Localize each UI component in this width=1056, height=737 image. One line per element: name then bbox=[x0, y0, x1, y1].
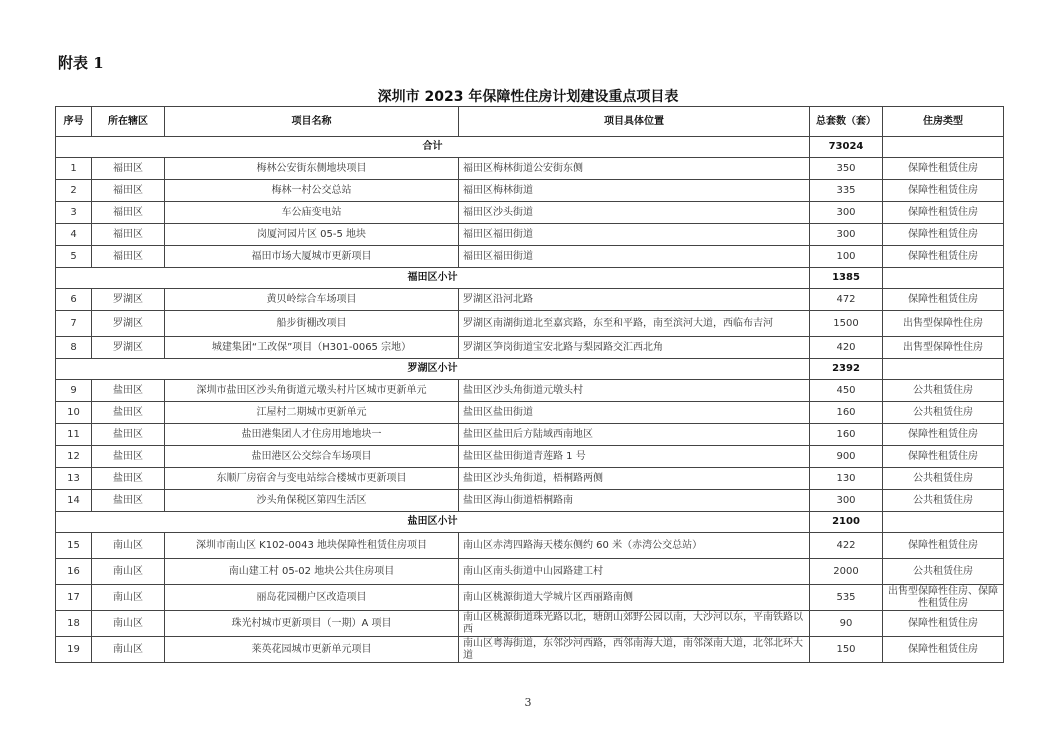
row-total-units: 535 bbox=[810, 585, 883, 611]
row-seq: 16 bbox=[56, 559, 92, 585]
row-project-name: 岗厦河园片区 05-5 地块 bbox=[165, 224, 459, 246]
table-row bbox=[56, 490, 1004, 512]
row-seq: 18 bbox=[56, 611, 92, 637]
row-seq: 4 bbox=[56, 224, 92, 246]
row-district: 盐田区 bbox=[92, 380, 165, 402]
table-row bbox=[56, 446, 1004, 468]
table-body bbox=[56, 137, 1004, 663]
table-row bbox=[56, 424, 1004, 446]
row-seq: 19 bbox=[56, 637, 92, 663]
table-row bbox=[56, 637, 1004, 663]
row-housing-type: 出售型保障性住房、保障性租赁住房 bbox=[883, 585, 1004, 611]
row-housing-type: 保障性租赁住房 bbox=[883, 611, 1004, 637]
grand-total-empty bbox=[883, 137, 1004, 158]
row-project-name: 梅林公安街东侧地块项目 bbox=[165, 158, 459, 180]
row-seq: 11 bbox=[56, 424, 92, 446]
row-district: 盐田区 bbox=[92, 468, 165, 490]
row-location: 盐田区沙头角街道，梧桐路两侧 bbox=[459, 468, 810, 490]
row-total-units: 335 bbox=[810, 180, 883, 202]
row-total-units: 350 bbox=[810, 158, 883, 180]
subtotal-empty bbox=[883, 512, 1004, 533]
row-project-name: 城建集团“工改保”项目（H301-0065 宗地） bbox=[165, 337, 459, 359]
page-number: 3 bbox=[524, 696, 532, 709]
row-project-name: 深圳市南山区 K102-0043 地块保障性租赁住房项目 bbox=[165, 533, 459, 559]
row-district: 福田区 bbox=[92, 180, 165, 202]
row-seq: 6 bbox=[56, 289, 92, 311]
table-row bbox=[56, 380, 1004, 402]
row-housing-type: 保障性租赁住房 bbox=[883, 446, 1004, 468]
row-district: 罗湖区 bbox=[92, 337, 165, 359]
table-row bbox=[56, 158, 1004, 180]
row-district: 南山区 bbox=[92, 637, 165, 663]
row-housing-type: 保障性租赁住房 bbox=[883, 246, 1004, 268]
row-location: 福田区梅林街道 bbox=[459, 180, 810, 202]
row-project-name: 江屋村二期城市更新单元 bbox=[165, 402, 459, 424]
row-district: 福田区 bbox=[92, 246, 165, 268]
row-total-units: 2000 bbox=[810, 559, 883, 585]
row-project-name: 莱英花园城市更新单元项目 bbox=[165, 637, 459, 663]
row-housing-type: 出售型保障性住房 bbox=[883, 337, 1004, 359]
row-location: 福田区福田街道 bbox=[459, 246, 810, 268]
row-location: 福田区福田街道 bbox=[459, 224, 810, 246]
row-seq: 1 bbox=[56, 158, 92, 180]
row-seq: 10 bbox=[56, 402, 92, 424]
row-housing-type: 保障性租赁住房 bbox=[883, 533, 1004, 559]
row-location: 罗湖区南湖街道北至嘉宾路，东至和平路，南至滨河大道，西临布吉河 bbox=[459, 311, 810, 337]
row-project-name: 南山建工村 05-02 地块公共住房项目 bbox=[165, 559, 459, 585]
row-total-units: 150 bbox=[810, 637, 883, 663]
row-seq: 7 bbox=[56, 311, 92, 337]
row-housing-type: 公共租赁住房 bbox=[883, 490, 1004, 512]
row-housing-type: 公共租赁住房 bbox=[883, 468, 1004, 490]
row-district: 福田区 bbox=[92, 224, 165, 246]
row-location: 南山区桃源街道珠光路以北，塘朗山郊野公园以南，大沙河以东，平南铁路以西 bbox=[459, 611, 810, 637]
row-location: 福田区梅林街道公安街东侧 bbox=[459, 158, 810, 180]
row-total-units: 300 bbox=[810, 202, 883, 224]
row-seq: 13 bbox=[56, 468, 92, 490]
row-total-units: 130 bbox=[810, 468, 883, 490]
row-total-units: 160 bbox=[810, 402, 883, 424]
row-housing-type: 保障性租赁住房 bbox=[883, 637, 1004, 663]
table-row bbox=[56, 180, 1004, 202]
table-row bbox=[56, 289, 1004, 311]
subtotal-row bbox=[56, 512, 1004, 533]
table-row bbox=[56, 337, 1004, 359]
row-location: 南山区粤海街道，东邻沙河西路，西邻南海大道，南邻深南大道，北邻北环大道 bbox=[459, 637, 810, 663]
row-project-name: 沙头角保税区第四生活区 bbox=[165, 490, 459, 512]
header-total-units: 总套数（套） bbox=[810, 107, 883, 137]
row-project-name: 珠光村城市更新项目（一期）A 项目 bbox=[165, 611, 459, 637]
table-row bbox=[56, 224, 1004, 246]
row-housing-type: 保障性租赁住房 bbox=[883, 289, 1004, 311]
row-project-name: 福田市场大厦城市更新项目 bbox=[165, 246, 459, 268]
document-title: 深圳市 2023 年保障性住房计划建设重点项目表 bbox=[377, 89, 679, 105]
row-total-units: 100 bbox=[810, 246, 883, 268]
row-housing-type: 出售型保障性住房 bbox=[883, 311, 1004, 337]
table-header-row bbox=[56, 107, 1004, 137]
table-row bbox=[56, 611, 1004, 637]
row-housing-type: 保障性租赁住房 bbox=[883, 180, 1004, 202]
row-location: 盐田区海山街道梧桐路南 bbox=[459, 490, 810, 512]
subtotal-label: 罗湖区小计 bbox=[56, 359, 810, 380]
row-project-name: 盐田港集团人才住房用地地块一 bbox=[165, 424, 459, 446]
row-location: 盐田区盐田街道 bbox=[459, 402, 810, 424]
table-row bbox=[56, 559, 1004, 585]
row-seq: 17 bbox=[56, 585, 92, 611]
row-location: 盐田区盐田街道青莲路 1 号 bbox=[459, 446, 810, 468]
row-total-units: 160 bbox=[810, 424, 883, 446]
row-seq: 8 bbox=[56, 337, 92, 359]
grand-total-units: 73024 bbox=[810, 137, 883, 158]
row-district: 盐田区 bbox=[92, 424, 165, 446]
row-housing-type: 公共租赁住房 bbox=[883, 402, 1004, 424]
row-location: 南山区赤湾四路海天楼东侧约 60 米（赤湾公交总站） bbox=[459, 533, 810, 559]
row-location: 南山区南头街道中山园路建工村 bbox=[459, 559, 810, 585]
header-district: 所在辖区 bbox=[92, 107, 165, 137]
subtotal-label: 福田区小计 bbox=[56, 268, 810, 289]
subtotal-label: 盐田区小计 bbox=[56, 512, 810, 533]
row-location: 盐田区沙头角街道元墩头村 bbox=[459, 380, 810, 402]
row-district: 罗湖区 bbox=[92, 311, 165, 337]
projects-table bbox=[55, 106, 1004, 663]
table-row bbox=[56, 585, 1004, 611]
subtotal-row bbox=[56, 359, 1004, 380]
header-location: 项目具体位置 bbox=[459, 107, 810, 137]
subtotal-units: 2100 bbox=[810, 512, 883, 533]
subtotal-empty bbox=[883, 359, 1004, 380]
table-row bbox=[56, 402, 1004, 424]
header-seq: 序号 bbox=[56, 107, 92, 137]
row-total-units: 422 bbox=[810, 533, 883, 559]
subtotal-row bbox=[56, 268, 1004, 289]
row-district: 盐田区 bbox=[92, 446, 165, 468]
row-total-units: 90 bbox=[810, 611, 883, 637]
row-seq: 3 bbox=[56, 202, 92, 224]
subtotal-units: 1385 bbox=[810, 268, 883, 289]
row-location: 福田区沙头街道 bbox=[459, 202, 810, 224]
table-row bbox=[56, 533, 1004, 559]
row-project-name: 盐田港区公交综合车场项目 bbox=[165, 446, 459, 468]
row-housing-type: 公共租赁住房 bbox=[883, 559, 1004, 585]
row-total-units: 1500 bbox=[810, 311, 883, 337]
row-total-units: 420 bbox=[810, 337, 883, 359]
row-project-name: 深圳市盐田区沙头角街道元墩头村片区城市更新单元 bbox=[165, 380, 459, 402]
header-project-name: 项目名称 bbox=[165, 107, 459, 137]
row-project-name: 船步街棚改项目 bbox=[165, 311, 459, 337]
row-seq: 12 bbox=[56, 446, 92, 468]
row-location: 盐田区盐田后方陆域西南地区 bbox=[459, 424, 810, 446]
row-project-name: 梅林一村公交总站 bbox=[165, 180, 459, 202]
row-total-units: 450 bbox=[810, 380, 883, 402]
row-housing-type: 保障性租赁住房 bbox=[883, 224, 1004, 246]
grand-total-row bbox=[56, 137, 1004, 158]
row-district: 南山区 bbox=[92, 585, 165, 611]
table-row bbox=[56, 311, 1004, 337]
table-row bbox=[56, 246, 1004, 268]
row-project-name: 车公庙变电站 bbox=[165, 202, 459, 224]
grand-total-label: 合计 bbox=[56, 137, 810, 158]
row-total-units: 300 bbox=[810, 224, 883, 246]
row-district: 罗湖区 bbox=[92, 289, 165, 311]
row-district: 福田区 bbox=[92, 158, 165, 180]
row-seq: 14 bbox=[56, 490, 92, 512]
table-row bbox=[56, 202, 1004, 224]
row-district: 福田区 bbox=[92, 202, 165, 224]
row-district: 盐田区 bbox=[92, 490, 165, 512]
annex-label: 附表 1 bbox=[58, 54, 104, 72]
table-row bbox=[56, 468, 1004, 490]
row-project-name: 黄贝岭综合车场项目 bbox=[165, 289, 459, 311]
row-district: 盐田区 bbox=[92, 402, 165, 424]
row-location: 罗湖区笋岗街道宝安北路与梨园路交汇西北角 bbox=[459, 337, 810, 359]
row-district: 南山区 bbox=[92, 559, 165, 585]
row-location: 南山区桃源街道大学城片区西丽路南侧 bbox=[459, 585, 810, 611]
row-project-name: 东顺厂房宿舍与变电站综合楼城市更新项目 bbox=[165, 468, 459, 490]
row-project-name: 丽岛花园棚户区改造项目 bbox=[165, 585, 459, 611]
row-district: 南山区 bbox=[92, 611, 165, 637]
row-total-units: 900 bbox=[810, 446, 883, 468]
row-seq: 5 bbox=[56, 246, 92, 268]
row-district: 南山区 bbox=[92, 533, 165, 559]
row-location: 罗湖区沿河北路 bbox=[459, 289, 810, 311]
row-housing-type: 保障性租赁住房 bbox=[883, 202, 1004, 224]
row-housing-type: 公共租赁住房 bbox=[883, 380, 1004, 402]
row-housing-type: 保障性租赁住房 bbox=[883, 424, 1004, 446]
row-seq: 15 bbox=[56, 533, 92, 559]
subtotal-units: 2392 bbox=[810, 359, 883, 380]
row-seq: 9 bbox=[56, 380, 92, 402]
row-total-units: 472 bbox=[810, 289, 883, 311]
header-housing-type: 住房类型 bbox=[883, 107, 1004, 137]
row-total-units: 300 bbox=[810, 490, 883, 512]
subtotal-empty bbox=[883, 268, 1004, 289]
row-seq: 2 bbox=[56, 180, 92, 202]
row-housing-type: 保障性租赁住房 bbox=[883, 158, 1004, 180]
